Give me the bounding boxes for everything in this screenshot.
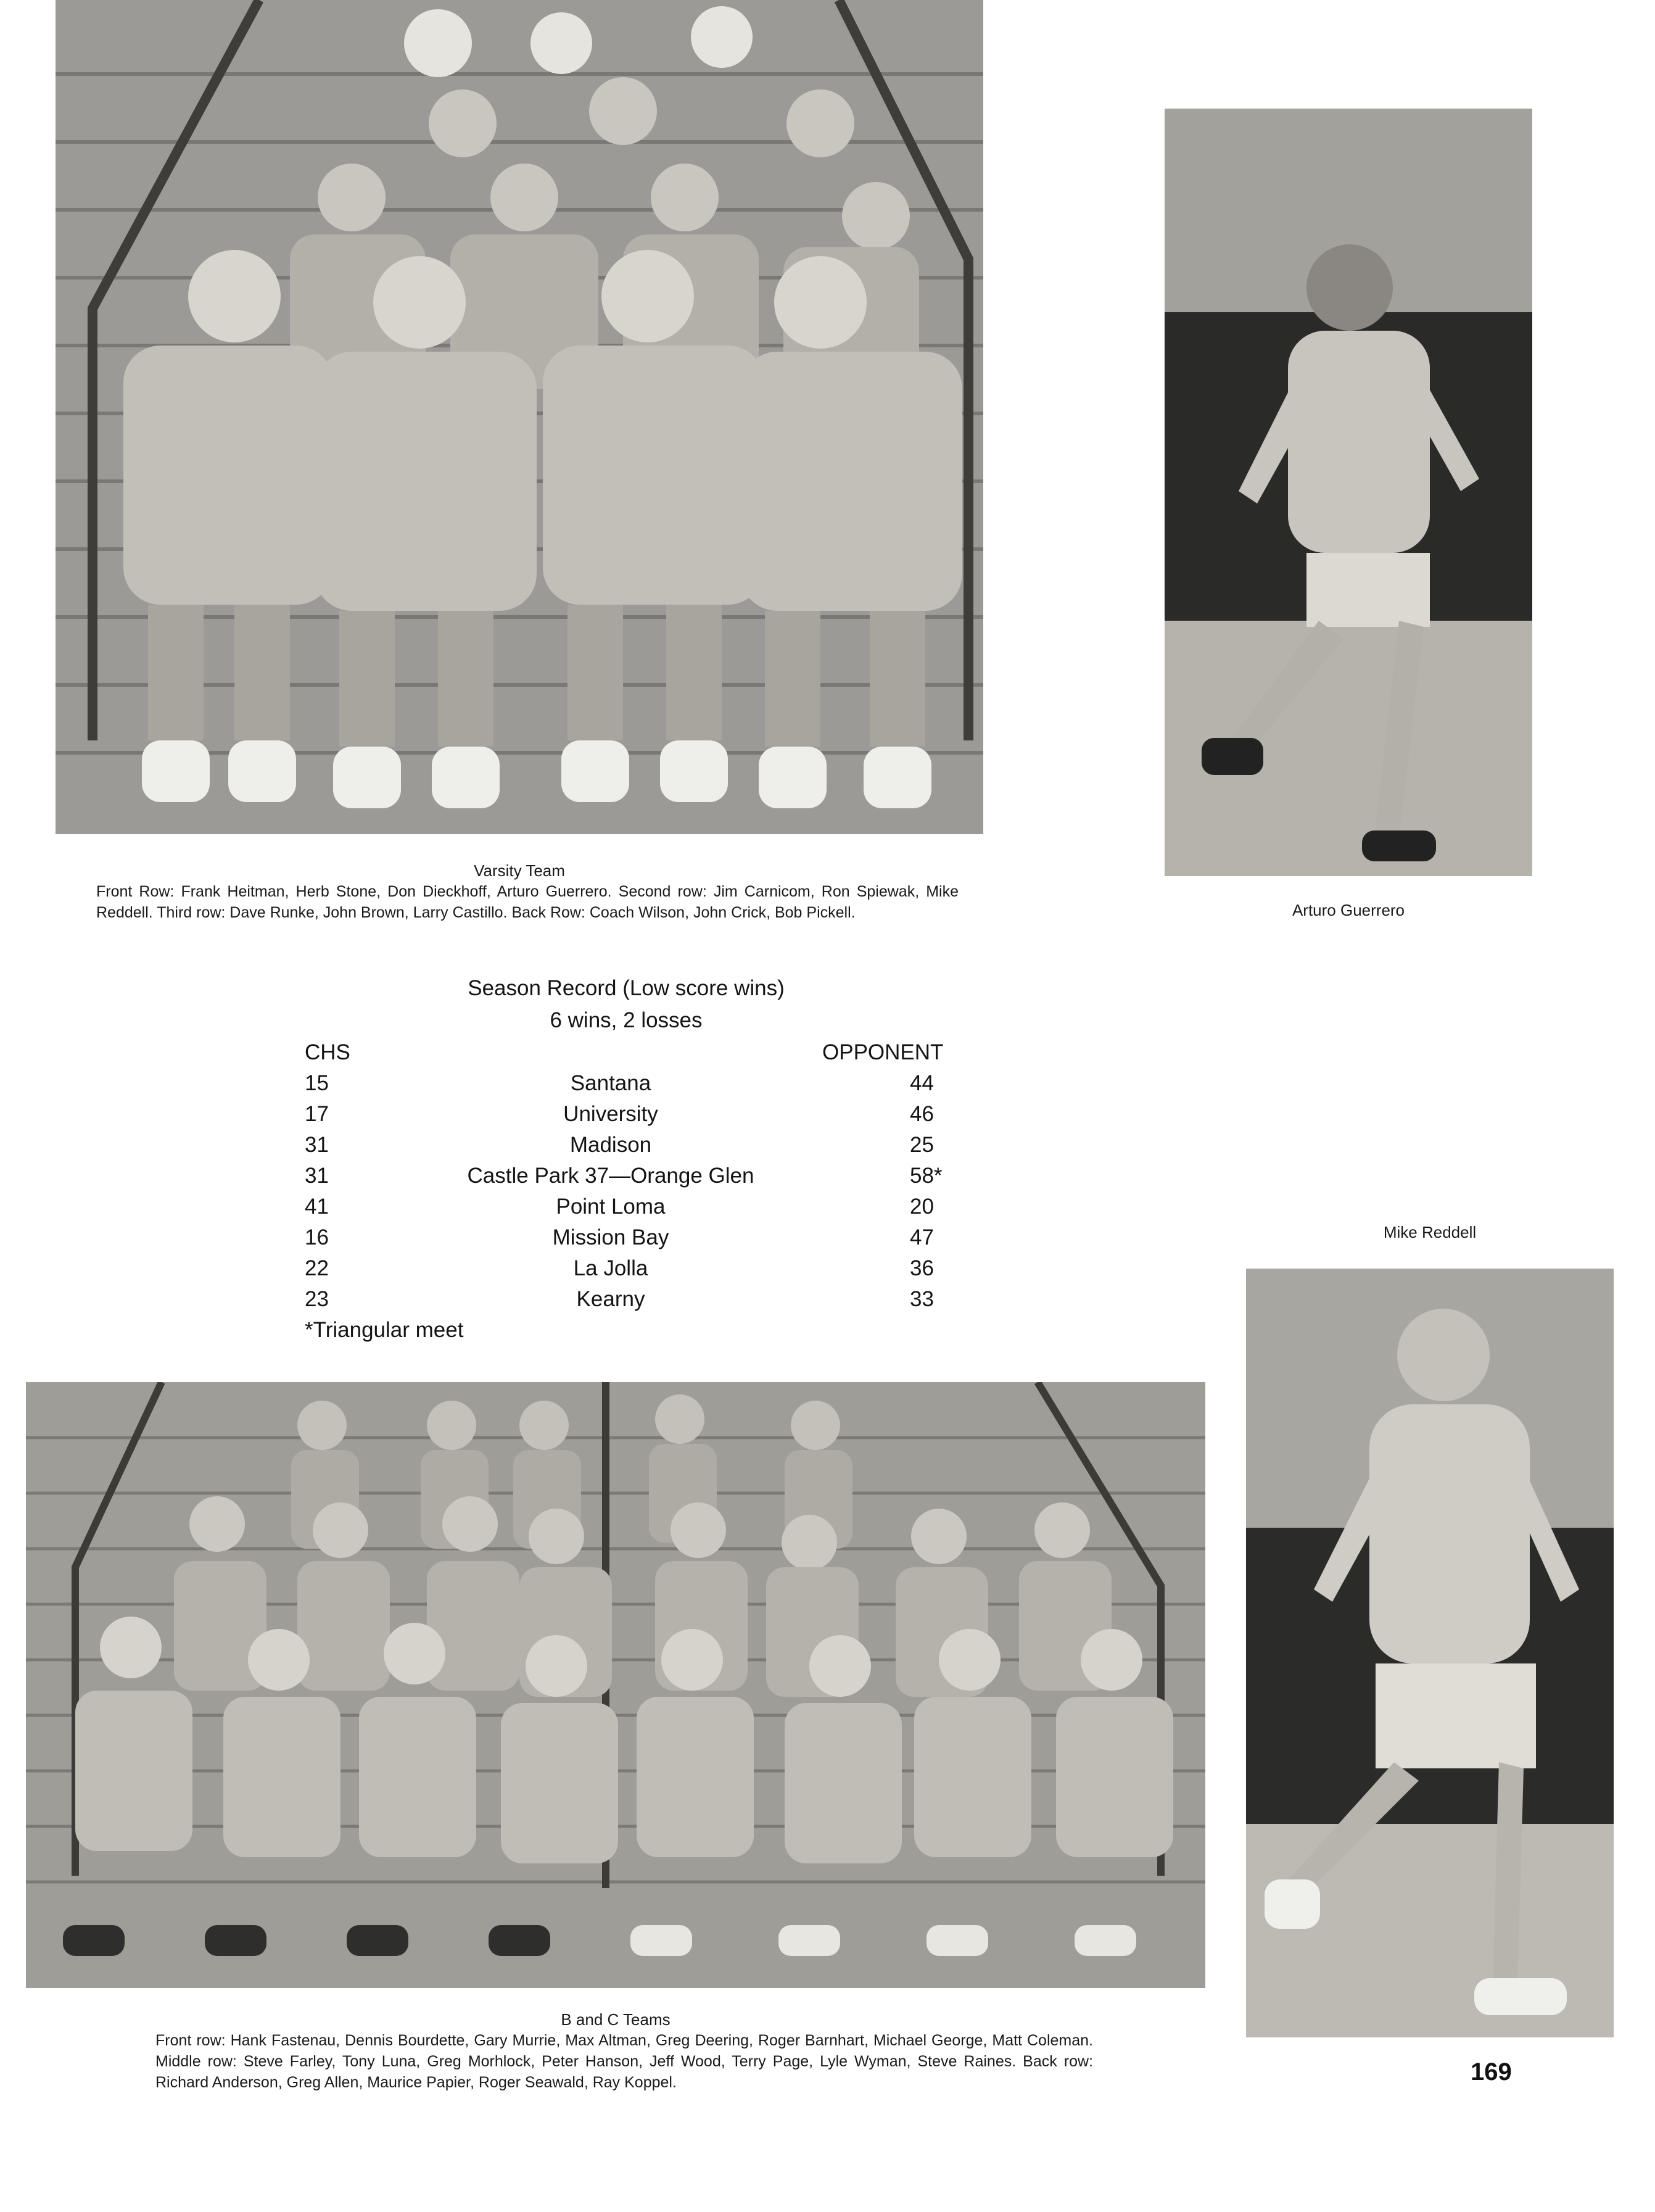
chs-score: 22 <box>305 1256 329 1280</box>
bc-teams-caption-names: Front row: Hank Fastenau, Dennis Bourdette, Gary Murrie, Max Altman, Greg Deering, Roger Barnhart, Michael George, Matt Coleman. Middle row: Steve Farley, Tony Luna, Greg Morhlock, Peter Hanson, Jeff Wood, Terry Page, Lyle Wyman, Steve Raines. Back row: Richard Anderson, Greg Allen, Maurice Papier, Roger Seawald, Ray Koppel. <box>155 2032 1093 2091</box>
chs-score: 23 <box>305 1287 329 1311</box>
varsity-caption-title: Varsity Team <box>474 861 565 880</box>
runner-photo-icon <box>1246 1269 1614 2037</box>
opponent-score: 47 <box>910 1225 934 1249</box>
season-record-summary: 6 wins, 2 losses <box>550 1008 703 1032</box>
chs-score: 31 <box>305 1164 329 1188</box>
mike-reddell-caption: Mike Reddell <box>1383 1223 1477 1241</box>
mike-reddell-photo <box>1246 1269 1614 2037</box>
team-photo-icon <box>26 1382 1205 1988</box>
opponent-name: Santana <box>570 1071 651 1095</box>
column-header-chs: CHS <box>305 1040 350 1064</box>
column-header-opponent: OPPONENT <box>822 1040 944 1064</box>
opponent-score: 44 <box>910 1071 934 1095</box>
opponent-name: University <box>563 1102 658 1126</box>
opponent-name: Mission Bay <box>552 1225 669 1249</box>
triangular-meet-footnote: *Triangular meet <box>305 1318 464 1342</box>
arturo-guerrero-caption: Arturo Guerrero <box>1292 901 1405 919</box>
chs-score: 15 <box>305 1071 329 1095</box>
opponent-score: 20 <box>910 1195 934 1219</box>
opponent-score: 36 <box>910 1256 934 1280</box>
opponent-name: Castle Park 37—Orange Glen <box>467 1164 754 1188</box>
chs-score: 31 <box>305 1133 329 1157</box>
opponent-name: La Jolla <box>573 1256 648 1280</box>
varsity-team-photo <box>56 0 983 834</box>
chs-score: 17 <box>305 1102 329 1126</box>
opponent-name: Madison <box>569 1133 652 1157</box>
opponent-score: 33 <box>910 1287 934 1311</box>
arturo-guerrero-photo <box>1165 109 1532 876</box>
chs-score: 41 <box>305 1195 329 1219</box>
opponent-score: 58* <box>910 1164 943 1188</box>
team-photo-icon <box>56 0 983 834</box>
b-and-c-teams-photo <box>26 1382 1205 1988</box>
opponent-score: 25 <box>910 1133 934 1157</box>
varsity-caption-names: Front Row: Frank Heitman, Herb Stone, Don Dieckhoff, Arturo Guerrero. Second row: Jim Carnicom, Ron Spiewak, Mike Reddell. Third row: Dave Runke, John Brown, Larry Castillo. Back Row: Coach Wilson, John Crick, Bob Pickell. <box>96 883 959 921</box>
page-number: 169 <box>1471 2058 1512 2086</box>
bc-teams-caption-title: B and C Teams <box>561 2010 671 2029</box>
season-record-title: Season Record (Low score wins) <box>468 976 785 1000</box>
opponent-score: 46 <box>910 1102 934 1126</box>
opponent-name: Kearny <box>576 1287 645 1311</box>
runner-photo-icon <box>1165 109 1532 876</box>
chs-score: 16 <box>305 1225 329 1249</box>
opponent-name: Point Loma <box>556 1195 666 1219</box>
